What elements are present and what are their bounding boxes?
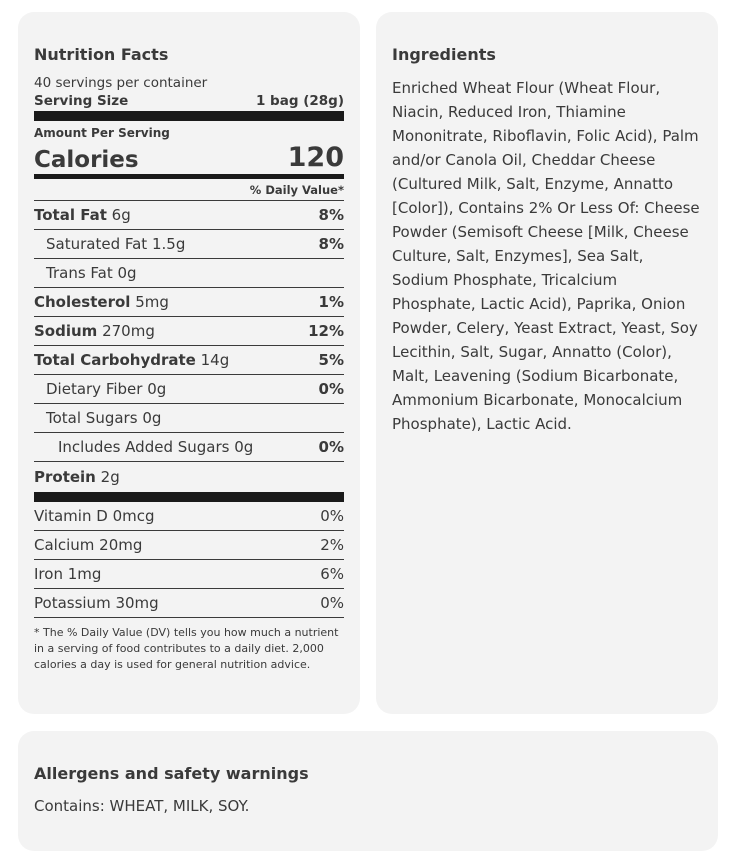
- nutrient-name: Total Fat: [34, 206, 107, 224]
- vitamin-name: Potassium: [34, 594, 111, 612]
- allergens-card: [18, 731, 718, 851]
- nutrient-amount: 2g: [100, 468, 120, 486]
- nutrient-amount: 0g: [142, 409, 162, 427]
- nutrient-dv: 8%: [318, 206, 344, 224]
- servings-per-container: 40 servings per container: [34, 75, 208, 91]
- ingredients-card: [376, 12, 718, 714]
- nutrient-amount: 14g: [200, 351, 230, 369]
- nutrient-row-total-fat: [34, 201, 344, 230]
- nutrient-name: Trans Fat: [46, 264, 113, 282]
- nutrient-dv: 8%: [318, 235, 344, 253]
- vitamin-amount: 20mg: [99, 536, 143, 554]
- nutrient-row-added-sugars: [34, 433, 344, 462]
- serving-size-label: Serving Size: [34, 93, 129, 109]
- nutrient-row-cholesterol: [34, 288, 344, 317]
- allergens-title: Allergens and safety warnings: [34, 764, 309, 783]
- vitamin-dv: 2%: [320, 536, 344, 554]
- nutrient-amount: 0g: [147, 380, 167, 398]
- vitamin-row-vitamin-d: [34, 502, 344, 531]
- nutrient-amount: 6g: [111, 206, 131, 224]
- calories-row: [34, 140, 344, 174]
- nutrient-name: Dietary Fiber: [46, 380, 143, 398]
- nutrient-row-total-sugars: [34, 404, 344, 433]
- nutrient-row-protein: [34, 462, 344, 492]
- vitamin-row-iron: [34, 560, 344, 589]
- vitamin-dv: 6%: [320, 565, 344, 583]
- divider-thick: [34, 492, 344, 502]
- vitamin-amount: 1mg: [67, 565, 102, 583]
- amount-per-serving: Amount Per Serving: [34, 126, 170, 140]
- vitamin-name: Calcium: [34, 536, 95, 554]
- vitamin-name: Iron: [34, 565, 63, 583]
- calories-value: 120: [287, 142, 344, 173]
- nutrient-amount: 1.5g: [151, 235, 186, 253]
- vitamin-dv: 0%: [320, 507, 344, 525]
- vitamin-dv: 0%: [320, 594, 344, 612]
- nutrient-name: Total Carbohydrate: [34, 351, 196, 369]
- vitamin-name: Vitamin D: [34, 507, 108, 525]
- nutrient-amount: 5mg: [135, 293, 169, 311]
- vitamin-row-calcium: [34, 531, 344, 560]
- nutrient-row-trans-fat: [34, 259, 344, 288]
- nutrient-name: Cholesterol: [34, 293, 131, 311]
- vitamin-amount: 0mcg: [112, 507, 155, 525]
- serving-size-value: 1 bag (28g): [255, 93, 344, 109]
- nutrition-facts-card: [18, 12, 360, 714]
- nutrient-row-dietary-fiber: [34, 375, 344, 404]
- vitamin-row-potassium: [34, 589, 344, 618]
- nutrient-amount: 0g: [117, 264, 137, 282]
- daily-value-header: % Daily Value*: [34, 179, 344, 201]
- nutrient-name: Includes Added Sugars: [58, 438, 230, 456]
- ingredients-text: Enriched Wheat Flour (Wheat Flour, Niacin, Reduced Iron, Thiamine Mononitrate, Riboflavin, Folic Acid), Palm and/or Canola Oil, Cheddar Cheese (Cultured Milk, Salt, Enzyme, Annatto [Color]), Contains 2% Or Less Of: Cheese Powder (Semisoft Cheese [Milk, Cheese Culture, Salt, Enzymes], Sea Salt, Sodium Phosphate, Tricalcium Phosphate, Lactic Acid), Paprika, Onion Powder, Celery, Yeast Extract, Yeast, Soy Lecithin, Salt, Sugar, Annatto (Color), Malt, Leavening (Sodium Bicarbonate, Ammonium Bicarbonate, Monocalcium Phosphate), Lactic Acid.: [392, 79, 700, 433]
- allergens-text: Contains: WHEAT, MILK, SOY.: [34, 797, 250, 815]
- nutrition-facts-title: Nutrition Facts: [34, 45, 169, 64]
- nutrient-dv: 5%: [318, 351, 344, 369]
- vitamin-amount: 30mg: [115, 594, 159, 612]
- nutrient-name: Saturated Fat: [46, 235, 148, 253]
- divider-thick: [34, 111, 344, 121]
- ingredients-title: Ingredients: [392, 45, 496, 64]
- nutrient-dv: 0%: [318, 438, 344, 456]
- daily-value-footnote: * The % Daily Value (DV) tells you how much a nutrient in a serving of food contributes to a daily diet. 2,000 calories a day is used for general nutrition advice.: [34, 626, 339, 671]
- calories-label: Calories: [34, 147, 139, 173]
- nutrient-dv: 0%: [318, 380, 344, 398]
- serving-size-row: [34, 92, 344, 111]
- nutrient-row-sodium: [34, 317, 344, 346]
- nutrient-name: Protein: [34, 468, 96, 486]
- nutrient-name: Sodium: [34, 322, 98, 340]
- nutrient-amount: 270mg: [102, 322, 155, 340]
- nutrient-dv: 1%: [318, 293, 344, 311]
- nutrient-name: Total Sugars: [46, 409, 138, 427]
- nutrient-amount: 0g: [234, 438, 254, 456]
- nutrient-row-total-carbohydrate: [34, 346, 344, 375]
- nutrient-row-saturated-fat: [34, 230, 344, 259]
- nutrient-dv: 12%: [308, 322, 344, 340]
